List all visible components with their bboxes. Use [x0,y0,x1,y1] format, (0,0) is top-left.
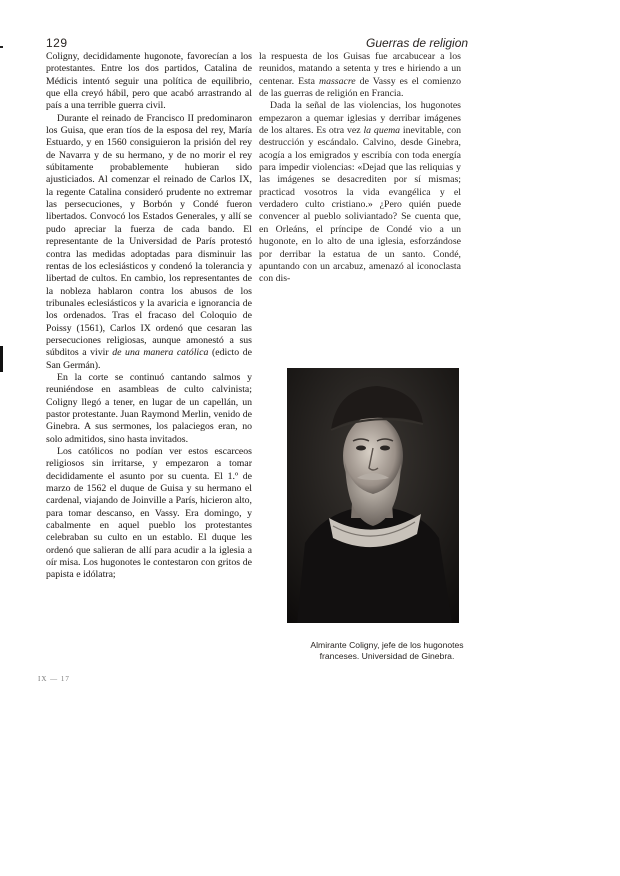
figure-caption [289,640,485,662]
caption-line: Almirante Coligny, jefe de los hugonotes [310,640,464,650]
paragraph-text: de Vassy es el comienzo de las guerras de religión en Francia. [259,75,461,100]
running-title: Guerras de religion [366,36,469,50]
paragraph-text: inevitable, con destrucción y escándalo. Calvino, desde Ginebra, acogía a los emigrados y escribía con toda energía para impedir violencias: «Dejad que las reliquias y las imágenes se desacrediten por sí mismas; practicad vosotros la vida evangélica y el verdadero culto cristiano.» ¿Pero quién puede convencer al pueblo soliviantado? Se cuenta que, en Orleáns, el príncipe de Condé vio a un hugonote, en lo alto de una iglesia, esforzándose por derribar la estatua de un santo. Condé, apuntando con un arcabuz, amenazó al iconoclasta con dis- [259,125,461,285]
paragraph [259,51,461,100]
portrait-image [287,368,459,623]
paragraph: Los católicos no podían ver estos escarceos religiosos sin irritarse, y empezaron a tomar decididamente el asunto por su cuenta. El 1.º de marzo de 1562 el duque de Guisa y su hermano el cardenal, viajando de Joinville a París, hicieron alto, para tomar descanso, en Vassy. Era domingo, y cabalmente en aquel pueblo los protestantes celebraban su culto en un establo. El duque les ordenó que salieran de allí para acudir a la iglesia a oír misa. Los hugonotes le contestaron con gritos de papista e idólatra; [46,446,252,581]
caption-line: franceses. Universidad de Ginebra. [319,651,455,661]
paragraph-text: la respuesta de los Guisas fue arcabucear a los reunidos, matando a setenta y tres e hiriendo a un centenar. Esta [259,51,461,87]
right-column [259,51,461,286]
paragraph-text: Dada la señal de las violencias, los hugonotes empezaron a quemar iglesias y derribar imágenes de los altares. Es otra vez [259,100,461,137]
paragraph-text: Durante el reinado de Francisco II predominaron los Guisa, que eran tíos de la esposa del rey, María Estuardo, y en 1560 consiguieron la prisión del rey de Navarra y de su hermano, y de no morir el rey súbitamente probablemente hubieran sido ajusticiados. Al comenzar el reinado de Carlos IX, la regente Catalina consideró prudente no extremar las persecuciones, y Borbón y Condé fueron libertados. Convocó los Estados Generales, y allí se pudo apreciar la fuerza de cada bando. El representante de la Universidad de París protestó contra las medidas adoptadas para disminuir las rentas de los eclesiásticos y condenó la tolerancia y libertad de cultos. En cambio, los representantes de la nobleza hablaron contra los abusos de los tribunales eclesiásticos y la avaricia e ignorancia de los ordenados. Tras el fracaso del Coloquio de Poissy (1561), Carlos IX ordenó que cesaran las persecuciones religiosas, aunque amonestó a sus súbditos a vivir [46,112,252,359]
italic-phrase: massacre [319,75,356,87]
page-number: 129 [46,36,68,50]
italic-phrase: de una manera católica [112,347,209,359]
printer-signature: IX — 17 [38,675,70,683]
paragraph-text: (edicto de San Germán). [46,347,252,371]
paragraph: En la corte se continuó cantando salmos y reuniéndose en asambleas de culto calvinista; Coligny llegó a tener, en lugar de un capellán, un pastor protestante. Juan Raymond Merlin, venido de Ginebra. A sus sermones, los palaciegos eran, no solo admitidos, sino hasta invitados. [46,371,252,445]
paragraph [46,113,252,372]
paragraph [259,100,461,285]
margin-mark [0,46,3,48]
left-column [46,51,252,582]
portrait-drawing [287,368,459,623]
italic-phrase: la quema [363,125,401,137]
paragraph: Coligny, decididamente hugonote, favorecían a los protestantes. Entre los dos partidos, Catalina de Médicis intentó seguir una política de equilibrio, que ella creyó hábil, pero que acabó arrastrando al país a una terrible guerra civil. [46,51,252,112]
margin-mark [0,346,3,372]
